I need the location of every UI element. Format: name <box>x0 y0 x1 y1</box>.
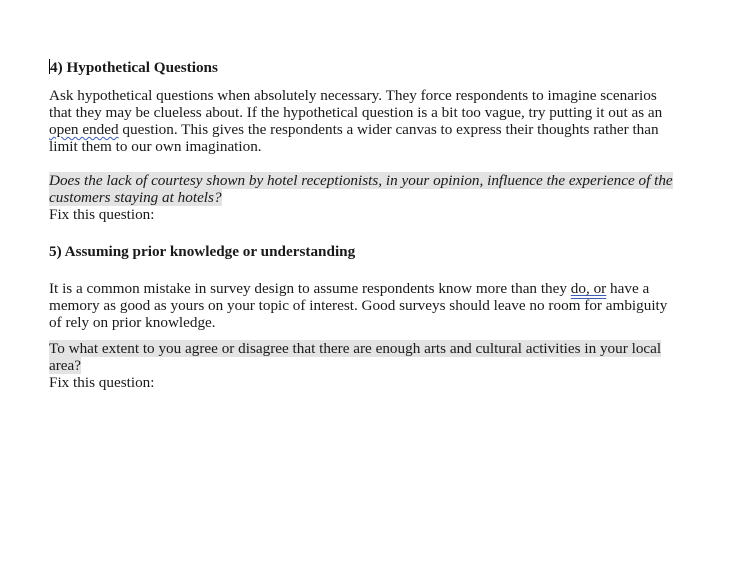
section-4-heading <box>49 59 679 76</box>
section-4-example-question <box>49 172 679 206</box>
section-4-example-highlight: Does the lack of courtesy shown by hotel receptionists, in your opinion, influence the experience of the customers staying at hotels? <box>49 172 673 206</box>
section-4-number: 4) <box>50 59 67 76</box>
section-5-example-highlight: To what extent to you agree or disagree that there are enough arts and cultural activities in your local area? <box>49 340 662 374</box>
section-4-fix-label: Fix this question: <box>49 206 155 223</box>
section-4-body-post: question. This gives the respondents a wider canvas to express their thoughts rather than limit them to our own imagination. <box>49 121 659 155</box>
section-5-heading: 5) Assuming prior knowledge or understanding <box>49 243 356 260</box>
section-5-body-post: have a memory as good as yours on your topic of interest. Good surveys should leave no room for ambiguity of rely on prior knowledge. <box>49 280 668 331</box>
section-5-body <box>49 280 679 331</box>
section-5-fix-label: Fix this question: <box>49 374 155 391</box>
document-page[interactable] <box>49 59 679 391</box>
section-4-title: Hypothetical Questions <box>66 59 218 76</box>
section-5-example-question <box>49 340 679 374</box>
section-4-body <box>49 87 679 155</box>
grammar-mark-do-or[interactable]: do, or <box>570 280 607 297</box>
section-5-body-pre: It is a common mistake in survey design to assume respondents know more than they <box>49 280 571 297</box>
section-4-body-pre: Ask hypothetical questions when absolutely necessary. They force respondents to imagine scenarios that they may be clueless about. If the hypothetical question is a bit too vague, try putting it out as an <box>49 87 663 121</box>
spellcheck-open-ended[interactable]: open ended <box>49 121 119 138</box>
